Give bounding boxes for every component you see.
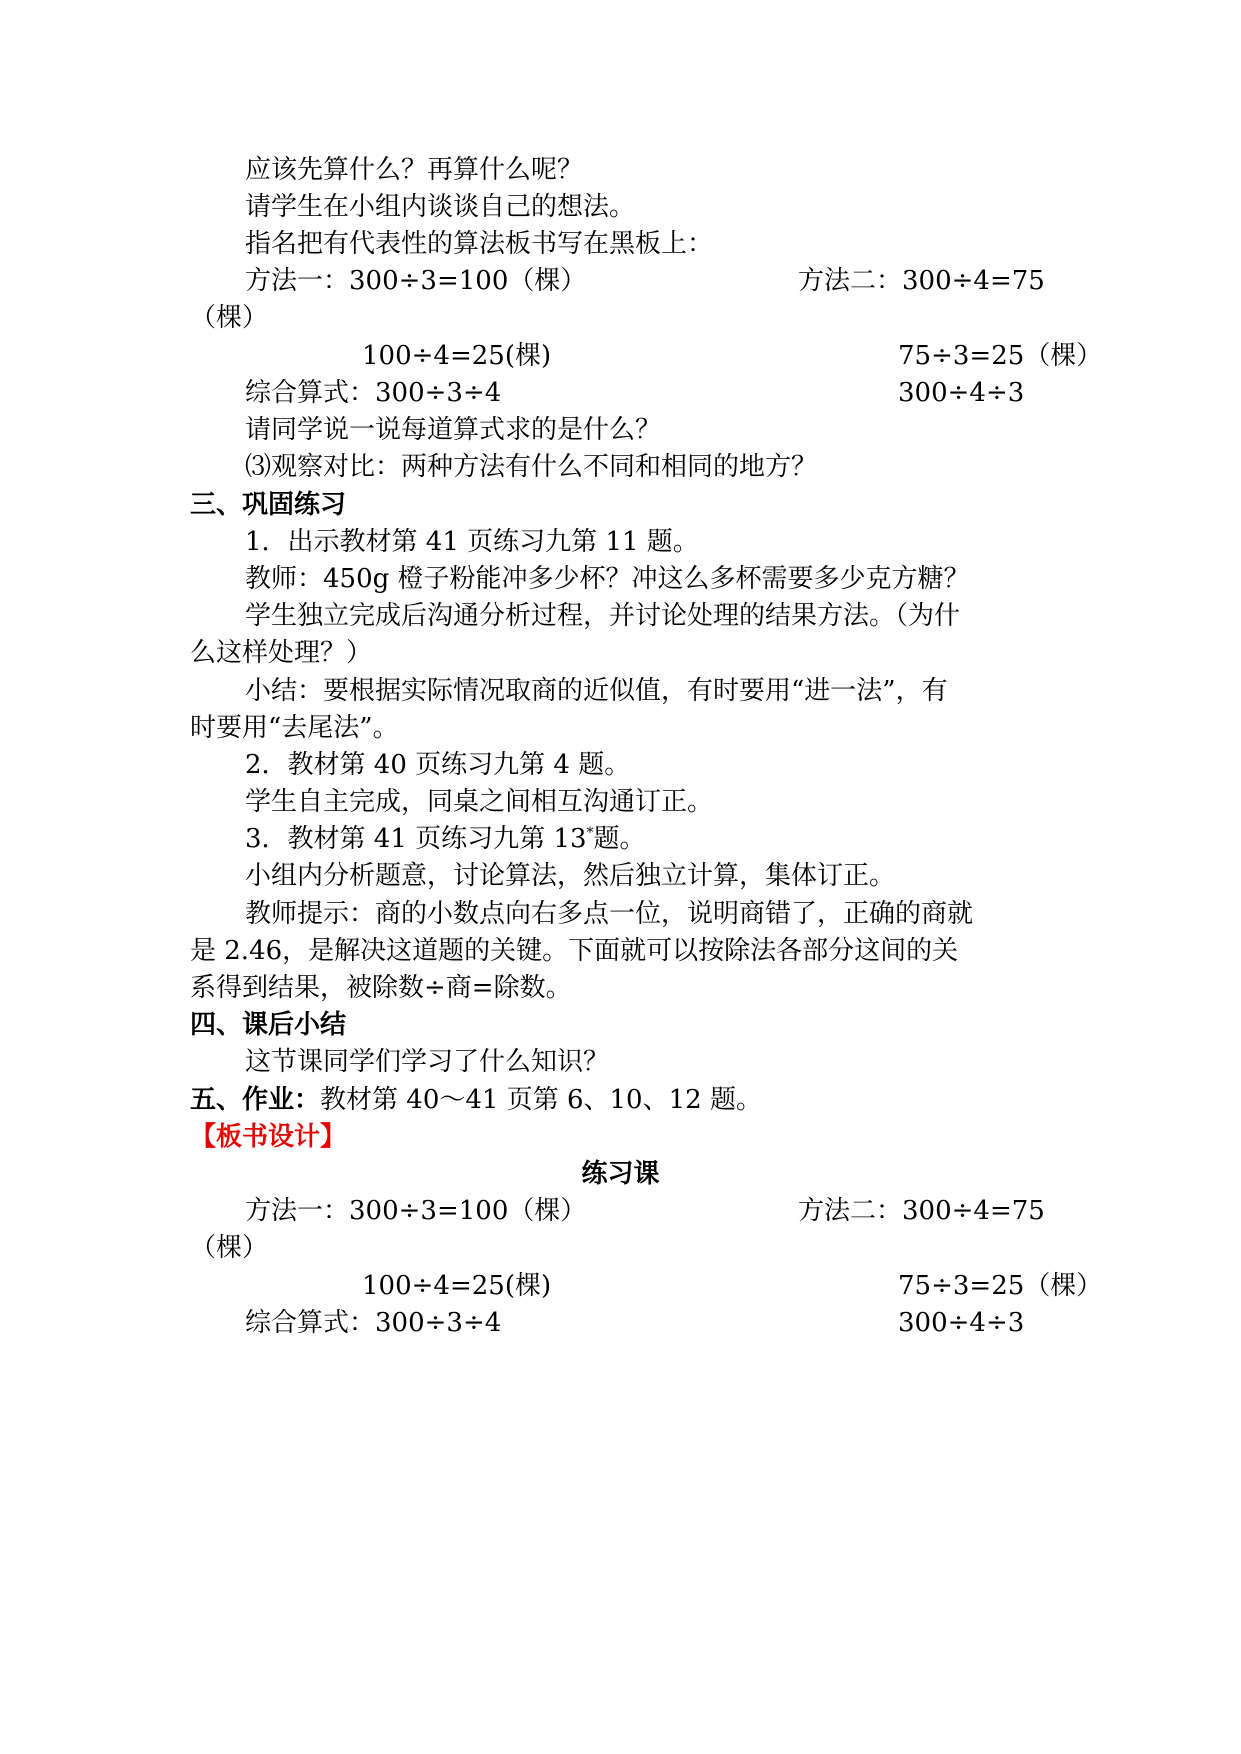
text-segment: 3．教材第 41 页练习九第 13 [245, 824, 587, 854]
method-two-step2: 75÷3=25（棵） [898, 341, 1103, 371]
board-method-row [0, 1268, 1241, 1305]
board-method-two-step2: 75÷3=25（棵） [898, 1271, 1103, 1301]
board-method-row [0, 1305, 1241, 1342]
text-line [245, 821, 646, 858]
homework-line [190, 1082, 762, 1119]
text-line: 学生独立完成后沟通分析过程，并讨论处理的结果方法。（为什 [245, 601, 961, 631]
method-one-step2: 100÷4=25(棵) [362, 341, 552, 371]
board-combined-formula-two: 300÷4÷3 [898, 1308, 1025, 1338]
text-line: 2．教材第 40 页练习九第 4 题。 [245, 750, 631, 780]
text-line: 小结：要根据实际情况取商的近似值，有时要用“进一法”，有 [245, 676, 948, 706]
board-method-row [0, 1193, 1241, 1230]
text-line: 么这样处理？） [190, 638, 373, 668]
text-line: （棵） [190, 1233, 269, 1263]
text-line: 这节课同学们学习了什么知识？ [245, 1047, 610, 1077]
combined-formula-two: 300÷4÷3 [898, 378, 1025, 408]
method-row [0, 263, 1241, 300]
text-line: 指名把有代表性的算法板书写在黑板上： [245, 229, 714, 259]
text-line: 教师：450g 橙子粉能冲多少杯？冲这么多杯需要多少克方糖？ [245, 564, 970, 594]
method-two-step1: 方法二：300÷4=75 [798, 266, 1045, 296]
text-line: 系得到结果，被除数÷商=除数。 [190, 973, 572, 1003]
method-one-step1: 方法一：300÷3=100（棵） [245, 266, 587, 296]
board-design-heading: 【板书设计】 [190, 1122, 347, 1152]
text-line: 是 2.46，是解决这道题的关键。下面就可以按除法各部分这间的关 [190, 936, 959, 966]
text-line: ⑶观察对比：两种方法有什么不同和相同的地方？ [245, 452, 818, 482]
text-line: 小组内分析题意，讨论算法，然后独立计算，集体订正。 [245, 861, 896, 891]
text-segment: 题。 [593, 824, 646, 854]
board-method-one-step1: 方法一：300÷3=100（棵） [245, 1196, 587, 1226]
homework-text: 教材第 40～41 页第 6、10、12 题。 [320, 1085, 762, 1115]
section-heading: 五、作业： [190, 1085, 321, 1115]
text-line: 应该先算什么？再算什么呢？ [245, 155, 584, 185]
method-row [0, 375, 1241, 412]
board-method-two-step1: 方法二：300÷4=75 [798, 1196, 1045, 1226]
section-heading: 四、课后小结 [190, 1010, 347, 1040]
board-combined-formula-one: 综合算式：300÷3÷4 [245, 1308, 502, 1338]
board-title: 练习课 [581, 1159, 660, 1189]
text-line: 教师提示：商的小数点向右多点一位，说明商错了，正确的商就 [245, 899, 974, 929]
text-line: 学生自主完成，同桌之间相互沟通订正。 [245, 787, 714, 817]
text-line: 时要用“去尾法”。 [190, 713, 399, 743]
text-line: 请同学说一说每道算式求的是什么？ [245, 415, 662, 445]
asterisk-mark: * [586, 825, 594, 841]
combined-formula-one: 综合算式：300÷3÷4 [245, 378, 502, 408]
section-heading: 三、巩固练习 [190, 490, 347, 520]
method-row [0, 338, 1241, 375]
text-line: 请学生在小组内谈谈自己的想法。 [245, 192, 636, 222]
text-line: 1．出示教材第 41 页练习九第 11 题。 [245, 527, 699, 557]
text-line: （棵） [190, 303, 269, 333]
board-method-one-step2: 100÷4=25(棵) [362, 1271, 552, 1301]
